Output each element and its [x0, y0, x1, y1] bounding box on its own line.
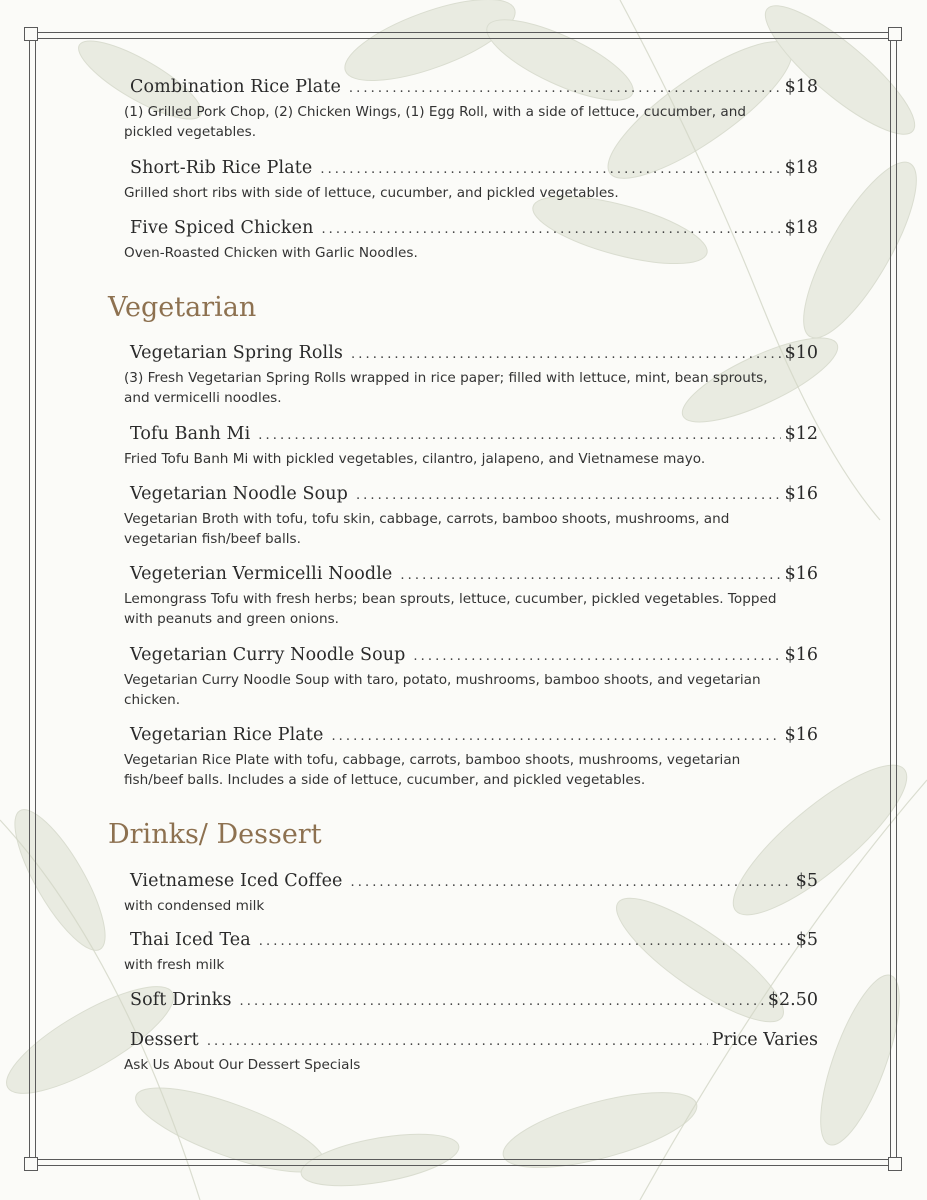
- leader-dots: [259, 934, 792, 949]
- item-name: Dessert: [130, 1030, 199, 1050]
- leader-dots: [258, 428, 780, 443]
- menu-item: [124, 484, 818, 549]
- item-description: Vegetarian Curry Noodle Soup with taro, potato, mushrooms, bamboo shoots, and vegetarian chicken.: [124, 672, 761, 708]
- leader-dots: [240, 994, 764, 1009]
- item-description: Oven-Roasted Chicken with Garlic Noodles.: [124, 245, 418, 261]
- item-name: Vegetarian Noodle Soup: [130, 484, 348, 504]
- item-price: $18: [784, 158, 818, 178]
- menu-item: [124, 343, 818, 408]
- item-price: $2.50: [767, 990, 818, 1010]
- item-name: Vegetarian Spring Rolls: [130, 343, 344, 363]
- leader-dots: [351, 875, 792, 890]
- item-description: Lemongrass Tofu with fresh herbs; bean sprouts, lettuce, cucumber, pickled vegetables. Topped with peanuts and green onions.: [124, 591, 777, 627]
- item-price: $16: [784, 725, 818, 745]
- item-price: $16: [784, 564, 818, 584]
- leader-dots: [349, 81, 781, 96]
- menu-item: [124, 218, 818, 263]
- item-description: Fried Tofu Banh Mi with pickled vegetables, cilantro, jalapeno, and Vietnamese mayo.: [124, 451, 706, 467]
- item-description: Grilled short ribs with side of lettuce, cucumber, and pickled vegetables.: [124, 185, 619, 201]
- item-name: Vietnamese Iced Coffee: [130, 871, 343, 891]
- item-price: $16: [784, 484, 818, 504]
- item-name: Tofu Banh Mi: [130, 424, 251, 444]
- menu-item: [124, 1030, 818, 1075]
- item-description: (1) Grilled Pork Chop, (2) Chicken Wings, (1) Egg Roll, with a side of lettuce, cucumber, and pickled vegetables.: [124, 104, 746, 140]
- leader-dots: [321, 222, 780, 237]
- item-price: $5: [795, 871, 818, 891]
- menu-item: [124, 424, 818, 469]
- leader-dots: [400, 568, 780, 583]
- item-name: Soft Drinks: [130, 990, 232, 1010]
- item-price: $18: [784, 218, 818, 238]
- leader-dots: [351, 347, 781, 362]
- item-price: $10: [784, 343, 818, 363]
- menu-item: [124, 645, 818, 710]
- item-name: Five Spiced Chicken: [130, 218, 314, 238]
- menu-item: [124, 564, 818, 629]
- item-price: $5: [795, 930, 818, 950]
- item-description: Ask Us About Our Dessert Specials: [124, 1057, 361, 1073]
- section-heading-vegetarian: Vegetarian: [108, 292, 257, 323]
- item-description: with condensed milk: [124, 898, 265, 914]
- item-name: Vegetarian Rice Plate: [130, 725, 324, 745]
- menu-item: [124, 990, 818, 1014]
- leader-dots: [413, 649, 780, 664]
- item-name: Vegeterian Vermicelli Noodle: [130, 564, 393, 584]
- menu-item: [124, 725, 818, 790]
- item-price: Price Varies: [711, 1030, 818, 1050]
- item-description: with fresh milk: [124, 957, 225, 973]
- menu-item: [124, 930, 818, 975]
- item-name: Short-Rib Rice Plate: [130, 158, 313, 178]
- item-description: Vegetarian Broth with tofu, tofu skin, cabbage, carrots, bamboo shoots, mushrooms, and vegetarian fish/beef balls.: [124, 511, 730, 547]
- leader-dots: [331, 729, 780, 744]
- item-name: Thai Iced Tea: [130, 930, 251, 950]
- item-description: (3) Fresh Vegetarian Spring Rolls wrapped in rice paper; filled with lettuce, mint, bean sprouts, and vermicelli noodles.: [124, 370, 768, 406]
- item-price: $16: [784, 645, 818, 665]
- menu-item: [124, 158, 818, 203]
- menu-item: [124, 871, 818, 916]
- item-name: Combination Rice Plate: [130, 77, 341, 97]
- menu-item: [124, 77, 818, 142]
- item-name: Vegetarian Curry Noodle Soup: [130, 645, 406, 665]
- item-price: $12: [784, 424, 818, 444]
- item-description: Vegetarian Rice Plate with tofu, cabbage, carrots, bamboo shoots, mushrooms, vegetarian fish/beef balls. Includes a side of lettuce, cucumber, and pickled vegetables.: [124, 752, 741, 788]
- section-heading-drinks-dessert: Drinks/ Dessert: [108, 819, 322, 850]
- leader-dots: [320, 162, 780, 177]
- item-price: $18: [784, 77, 818, 97]
- leader-dots: [356, 488, 781, 503]
- leader-dots: [207, 1034, 708, 1049]
